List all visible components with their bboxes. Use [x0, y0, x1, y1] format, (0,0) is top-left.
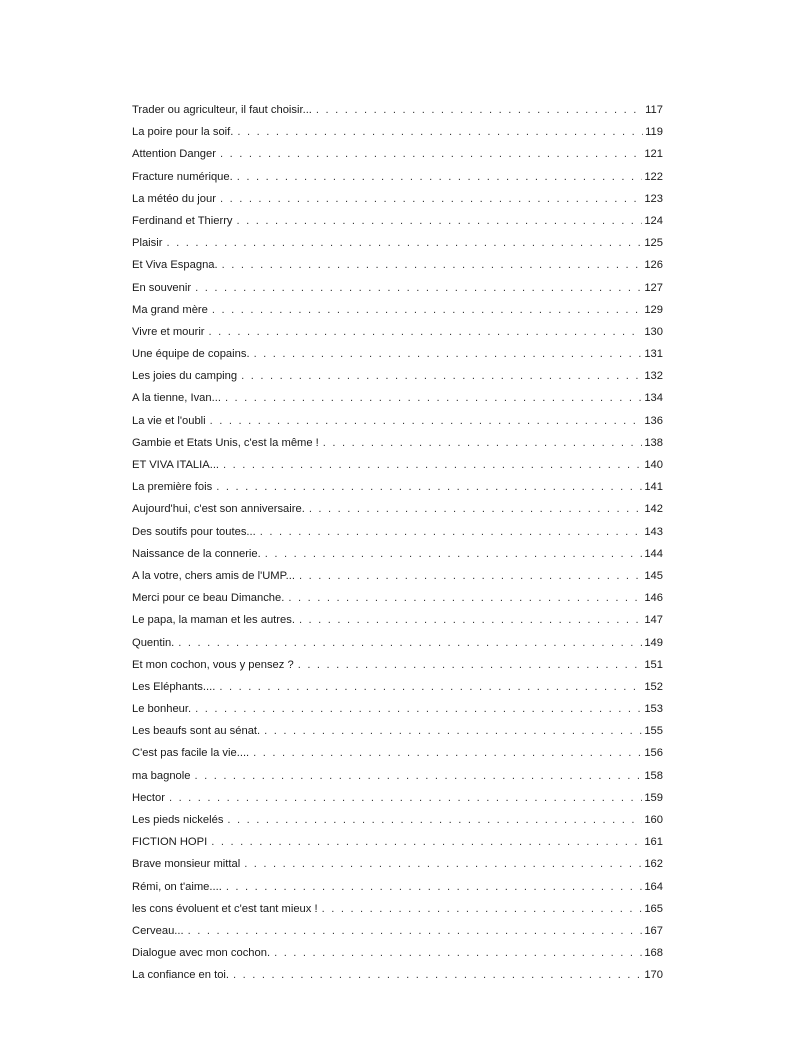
dot-leader [166, 232, 642, 254]
toc-entry-title: Le papa, la maman et les autres. [132, 614, 295, 627]
toc-entry[interactable] [132, 898, 663, 920]
toc-entry-page-number: 117 [645, 104, 663, 116]
toc-entry[interactable] [132, 410, 663, 432]
dot-leader [288, 587, 642, 609]
dot-leader [323, 432, 643, 454]
toc-entry-title: Aujourd'hui, c'est son anniversaire. [132, 503, 305, 516]
toc-entry-page-number: 164 [644, 880, 663, 893]
toc-entry[interactable] [132, 277, 663, 299]
toc-entry[interactable] [132, 676, 663, 698]
dot-leader [298, 654, 643, 676]
toc-entry-title: Les joies du camping [132, 370, 238, 383]
toc-entry-page-number: 130 [644, 325, 663, 338]
toc-entry-page-number: 138 [644, 436, 663, 449]
dot-leader [254, 343, 643, 365]
dot-leader [195, 698, 642, 720]
dot-leader [244, 853, 642, 875]
toc-entry[interactable] [132, 942, 663, 964]
toc-entry[interactable] [132, 432, 663, 454]
toc-entry-title: Des soutifs pour toutes... [132, 525, 256, 538]
toc-entry-title: ma bagnole [132, 769, 191, 782]
toc-entry-page-number: 141 [644, 481, 663, 494]
toc-entry[interactable] [132, 166, 663, 188]
dot-leader [237, 166, 643, 188]
toc-entry[interactable] [132, 920, 663, 942]
toc-entry-page-number: 122 [644, 170, 663, 183]
toc-entry-title: La météo du jour [132, 192, 216, 205]
dot-leader [210, 410, 643, 432]
toc-entry[interactable] [132, 654, 663, 676]
toc-entry-title: Ferdinand et Thierry [132, 214, 233, 227]
toc-entry-title: Cerveau... [132, 924, 184, 937]
toc-entry-page-number: 149 [644, 636, 663, 649]
toc-entry-page-number: 165 [644, 902, 663, 915]
toc-entry-title: Fracture numérique. [132, 170, 233, 183]
dot-leader [219, 676, 642, 698]
toc-entry-page-number: 136 [644, 414, 663, 427]
dot-leader [225, 387, 642, 409]
toc-entry-page-number: 124 [644, 214, 663, 227]
dot-leader [178, 632, 642, 654]
dot-leader [212, 299, 642, 321]
toc-entry[interactable] [132, 587, 663, 609]
toc-entry-page-number: 145 [644, 569, 663, 582]
toc-entry-page-number: 155 [644, 725, 663, 738]
toc-entry-title: Trader ou agriculteur, il faut choisir... [132, 104, 312, 116]
toc-entry-title: Une équipe de copains. [132, 348, 250, 361]
toc-entry-page-number: 140 [644, 459, 663, 471]
toc-entry[interactable] [132, 99, 663, 121]
toc-entry-title: Vivre et mourir [132, 325, 205, 338]
dot-leader [260, 521, 643, 543]
toc-entry-title: Quentin. [132, 636, 175, 649]
dot-leader [299, 609, 642, 631]
toc-entry-title: La confiance en toi. [132, 969, 230, 982]
toc-entry-title: Gambie et Etats Unis, c'est la même ! [132, 436, 319, 449]
dot-leader [195, 277, 642, 299]
toc-entry[interactable] [132, 387, 663, 409]
dot-leader [169, 787, 642, 809]
toc-entry[interactable] [132, 787, 663, 809]
toc-entry-title: A la votre, chers amis de l'UMP... [132, 569, 295, 582]
toc-entry[interactable] [132, 831, 663, 853]
dot-leader [223, 454, 642, 476]
toc-entry-page-number: 125 [644, 237, 663, 250]
toc-entry[interactable] [132, 720, 663, 742]
toc-entry[interactable] [132, 476, 663, 498]
toc-entry-title: Brave monsieur mittal [132, 858, 241, 871]
dot-leader [237, 121, 643, 143]
toc-entry-page-number: 119 [645, 126, 663, 139]
toc-entry[interactable] [132, 765, 663, 787]
toc-entry-title: A la tienne, Ivan... [132, 392, 221, 405]
toc-entry-page-number: 123 [644, 192, 663, 205]
toc-entry-page-number: 162 [644, 858, 663, 871]
dot-leader [237, 210, 643, 232]
toc-entry-title: C'est pas facile la vie.... [132, 747, 250, 760]
toc-entry-title: La poire pour la soif. [132, 126, 234, 139]
dot-leader [211, 831, 642, 853]
dot-leader [188, 920, 643, 942]
toc-entry-title: Rémi, on t'aime.... [132, 880, 222, 893]
toc-entry-title: Le bonheur. [132, 703, 192, 716]
toc-entry-title: ET VIVA ITALIA... [132, 459, 220, 471]
toc-entry-page-number: 129 [644, 303, 663, 316]
toc-entry-page-number: 127 [644, 281, 663, 294]
toc-entry-title: FICTION HOPI [132, 836, 208, 849]
toc-entry-page-number: 143 [644, 525, 663, 538]
dot-leader [233, 964, 642, 986]
toc-entry-page-number: 144 [644, 547, 663, 560]
toc-entry[interactable] [132, 876, 663, 898]
dot-leader [209, 321, 643, 343]
toc-entry-title: Et mon cochon, vous y pensez ? [132, 658, 294, 671]
toc-entry-page-number: 146 [644, 592, 663, 605]
toc-entry[interactable] [132, 521, 663, 543]
toc-entry[interactable] [132, 143, 663, 165]
toc-entry-title: Et Viva Espagna. [132, 259, 218, 272]
toc-entry[interactable] [132, 121, 663, 143]
dot-leader [222, 254, 643, 276]
toc-entry-title: Merci pour ce beau Dimanche. [132, 592, 285, 605]
toc-entry-page-number: 168 [644, 947, 663, 960]
toc-entry-page-number: 152 [644, 680, 663, 693]
toc-entry[interactable] [132, 188, 663, 210]
dot-leader [241, 365, 642, 387]
toc-entry-title: Dialogue avec mon cochon. [132, 947, 271, 960]
toc-entry-title: Attention Danger [132, 148, 216, 161]
toc-entry-page-number: 147 [644, 614, 663, 627]
dot-leader [253, 742, 642, 764]
toc-entry[interactable] [132, 632, 663, 654]
toc-entry-page-number: 160 [644, 814, 663, 826]
toc-entry[interactable] [132, 343, 663, 365]
toc-entry-page-number: 142 [644, 503, 663, 516]
toc-entry-title: La première fois [132, 481, 213, 494]
toc-entry-title: Hector [132, 791, 165, 804]
toc-entry-page-number: 159 [644, 791, 663, 804]
toc-entry-page-number: 151 [644, 658, 663, 671]
dot-leader [309, 498, 643, 520]
dot-leader [227, 809, 642, 831]
dot-leader [274, 942, 642, 964]
dot-leader [226, 876, 643, 898]
toc-entry-page-number: 131 [644, 348, 663, 361]
dot-leader [264, 720, 642, 742]
toc-entry[interactable] [132, 698, 663, 720]
toc-entry-title: Les beaufs sont au sénat. [132, 725, 261, 738]
toc-entry-page-number: 134 [644, 392, 663, 405]
toc-entry-page-number: 156 [644, 747, 663, 760]
toc-entry[interactable] [132, 609, 663, 631]
toc-entry[interactable] [132, 809, 663, 831]
toc-entry-page-number: 153 [644, 703, 663, 716]
toc-entry[interactable] [132, 254, 663, 276]
toc-entry[interactable] [132, 321, 663, 343]
dot-leader [216, 476, 642, 498]
toc-entry[interactable] [132, 742, 663, 764]
dot-leader [299, 565, 642, 587]
toc-entry[interactable] [132, 964, 663, 986]
dot-leader [220, 143, 642, 165]
toc-entry[interactable] [132, 232, 663, 254]
toc-entry[interactable] [132, 543, 663, 565]
dot-leader [322, 898, 643, 920]
toc-entry-title: Ma grand mère [132, 303, 208, 316]
toc-entry-title: Les Eléphants.... [132, 680, 216, 693]
toc-entry[interactable] [132, 565, 663, 587]
toc-entry-title: Les pieds nickelés [132, 814, 224, 826]
dot-leader [194, 765, 642, 787]
toc-entry-page-number: 121 [644, 148, 663, 161]
toc-entry-page-number: 170 [644, 969, 663, 982]
dot-leader [316, 99, 643, 121]
toc-entry[interactable] [132, 454, 663, 476]
toc-entry-page-number: 126 [644, 259, 663, 272]
table-of-contents [132, 99, 663, 987]
toc-entry-title: Naissance de la connerie. [132, 547, 261, 560]
toc-entry-page-number: 161 [644, 836, 663, 849]
toc-entry[interactable] [132, 498, 663, 520]
toc-entry-title: En souvenir [132, 281, 192, 294]
toc-entry-page-number: 158 [644, 769, 663, 782]
dot-leader [220, 188, 642, 210]
toc-entry-title: La vie et l'oubli [132, 414, 206, 427]
toc-entry-title: Plaisir [132, 237, 163, 250]
toc-entry-title: les cons évoluent et c'est tant mieux ! [132, 902, 318, 915]
toc-entry[interactable] [132, 299, 663, 321]
toc-entry-page-number: 167 [644, 924, 663, 937]
toc-entry[interactable] [132, 853, 663, 875]
toc-entry[interactable] [132, 365, 663, 387]
toc-entry[interactable] [132, 210, 663, 232]
dot-leader [265, 543, 643, 565]
toc-entry-page-number: 132 [644, 370, 663, 383]
